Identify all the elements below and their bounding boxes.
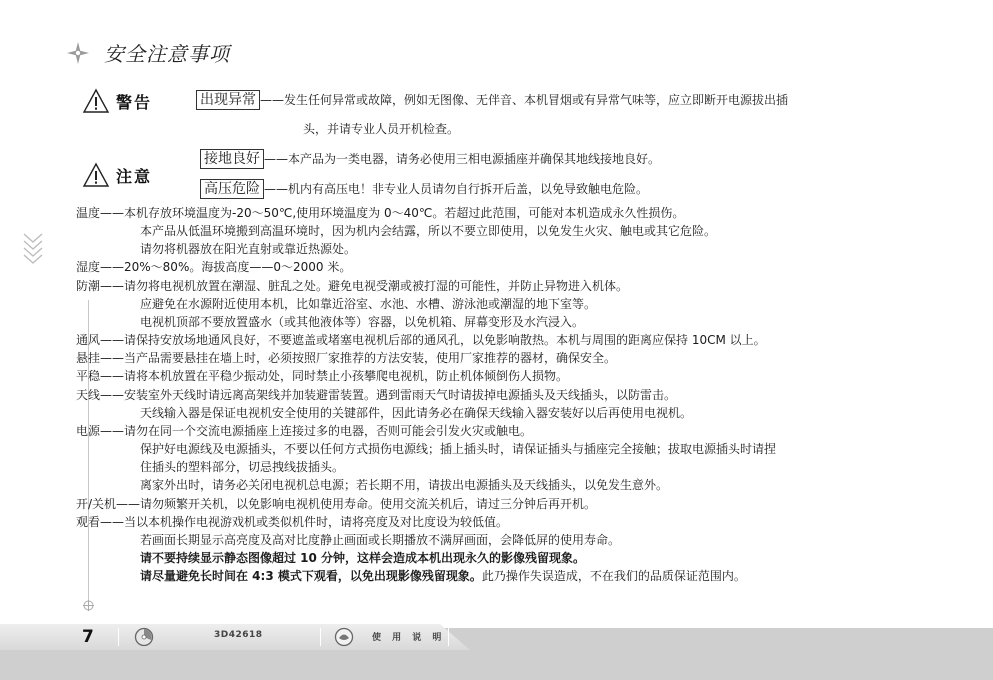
body-line: 电源——请勿在同一个交流电源插座上连接过多的电器，否则可能会引发火灾或触电。 (76, 423, 533, 438)
body-line: 天线——安装室外天线时请远离高架线并加装避雷装置。遇到雷雨天气时请拔掉电源插头及天线插头，以防雷击。 (76, 387, 677, 402)
footer-divider (320, 628, 321, 646)
caution-label: 注意 (116, 166, 153, 186)
body-line: 请勿将机器放在阳光直射或靠近热源处。 (140, 242, 357, 257)
model-code: 3D42618 (214, 630, 263, 640)
manual-label: 使 用 说 明 (372, 633, 446, 643)
warning-label: 警告 (116, 92, 153, 112)
body-line: 住插头的塑料部分，切忌拽线拔插头。 (140, 460, 345, 475)
body-line: 平稳——请将本机放置在平稳少振动处，同时禁止小孩攀爬电视机，防止机体倾倒伤人损物。 (76, 369, 569, 384)
circle-emblem-icon (334, 627, 354, 647)
body-line: 通风——请保持安放场地通风良好，不要遮盖或堵塞电视机后部的通风孔，以免影响散热。本机与周围的距离应保持 10CM 以上。 (76, 333, 766, 348)
body-line: 天线输入器是保证电视机安全使用的关键部件，因此请务必在确保天线输入器安装好以后再使用电视机。 (140, 405, 693, 420)
page-number: 7 (82, 627, 94, 647)
body-line: 开/关机——请勿频繁开关机，以免影响电视机使用寿命。使用交流关机后，请过三分钟后再开机。 (76, 496, 597, 511)
four-point-star-icon (66, 41, 90, 65)
body-line: 保护好电源线及电源插头，不要以任何方式损伤电源线；插上插头时，请保证插头与插座完全接触；拔取电源插头时请捏 (140, 442, 777, 457)
footer-divider (448, 628, 449, 646)
body-line: 电视机顶部不要放置盛水（或其他液体等）容器，以免机箱、屏幕变形及水汽浸入。 (140, 314, 585, 329)
body-line: 温度——本机存放环境温度为-20～50℃,使用环境温度为 0～40℃。若超过此范围，可能对本机造成永久性损伤。 (76, 206, 685, 220)
footer-divider (118, 628, 119, 646)
warning-item-keyword: 出现异常 (196, 90, 260, 110)
caution-item (200, 149, 660, 169)
page-title: 安全注意事项 (104, 42, 230, 66)
body-line: 请不要持续显示静态图像超过 10 分钟，这样会造成本机出现永久的影像残留现象。 (140, 550, 586, 565)
warning-triangle-icon (82, 162, 110, 188)
safety-notes-body (76, 204, 976, 585)
caution-item-keyword: 高压危险 (200, 179, 264, 199)
caution-item-text: ——本产品为一类电器，请务必使用三相电源插座并确保其地线接地良好。 (264, 152, 661, 166)
warning-item (196, 90, 788, 110)
caution-item (200, 179, 648, 199)
disc-icon (134, 627, 154, 647)
body-line (76, 567, 976, 585)
warning-item-text: ——发生任何异常或故障，例如无图像、无伴音、本机冒烟或有异常气味等，应立即断开电源拔出插 (260, 93, 789, 107)
body-line-tail: 此乃操作失误造成，不在我们的品质保证范围内。 (481, 569, 746, 584)
crosshair-icon (83, 600, 94, 611)
body-line: 防潮——请勿将电视机放置在潮湿、脏乱之处。避免电视受潮或被打湿的可能性，并防止异物进入机体。 (76, 278, 629, 293)
body-line: 离家外出时，请务必关闭电视机总电源；若长期不用，请拔出电源插头及天线插头，以免发生意外。 (140, 478, 669, 493)
warning-sign (82, 88, 152, 114)
body-line: 若画面长期显示高亮度及高对比度静止画面或长期播放不满屏画面，会降低屏的使用寿命。 (140, 532, 621, 547)
warning-triangle-icon (82, 88, 110, 114)
body-line: 湿度——20%～80%。海拔高度——0～2000 米。 (76, 260, 352, 275)
caution-item-text: ——机内有高压电！非专业人员请勿自行拆开后盖，以免导致触电危险。 (264, 182, 649, 196)
body-line-emphasis: 请尽量避免长时间在 4:3 模式下观看，以免出现影像残留现象。 (140, 569, 482, 584)
body-line: 本产品从低温环境搬到高温环境时，因为机内会结露，所以不要立即使用，以免发生火灾、触电或其它危险。 (140, 224, 717, 239)
body-line: 悬挂——当产品需要悬挂在墙上时，必须按照厂家推荐的方法安装，使用厂家推荐的器材，确保安全。 (76, 351, 617, 366)
body-line: 应避免在水源附近使用本机，比如靠近浴室、水池、水槽、游泳池或潮湿的地下室等。 (140, 296, 597, 311)
body-line: 观看——当以本机操作电视游戏机或类似机件时，请将亮度及对比度设为较低值。 (76, 514, 509, 529)
caution-sign (82, 162, 152, 188)
warning-item-continuation: 头，并请专业人员开机检查。 (303, 122, 460, 136)
caution-item-keyword: 接地良好 (200, 149, 264, 169)
section-title-row (66, 38, 230, 67)
chevron-down-icon (22, 232, 44, 276)
